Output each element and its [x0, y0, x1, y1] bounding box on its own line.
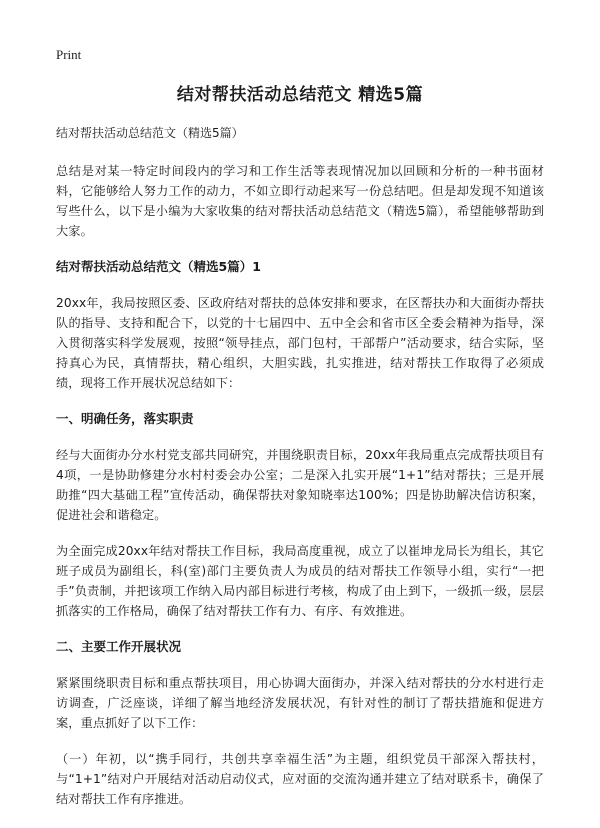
- intro-paragraph: 总结是对某一特定时间段内的学习和工作生活等表现情况加以回顾和分析的一种书面材料，它能够给人努力工作的动力，不如立即行动起来写一份总结吧。但是却发现不知道该写些什么，以下是小编为大家收集的结对帮扶活动总结范文（精选5篇），希望能够帮助到大家。: [56, 164, 544, 238]
- section-heading-1: 一、明确任务，落实职责: [56, 411, 194, 426]
- paragraph-1: 20xx年，我局按照区委、区政府结对帮扶的总体安排和要求，在区帮扶办和大面街办帮扶队的指导、支持和配合下，以党的十七届四中、五中全会和省市区全委会精神为指导，深入贯彻落实科学发展观，按照“领导挂点，部门包村，干部帮户”活动要求，结合实际，坚持真心为民，真情帮扶，精心组织，大胆实践，扎实推进，结对帮扶工作取得了必须成绩，现将工作开展状况总结如下：: [56, 296, 544, 390]
- document-title: 结对帮扶活动总结范文 精选5篇: [176, 85, 424, 105]
- paragraph-5: （一）年初，以“携手同行，共创共享幸福生活”为主题，组织党员干部深入帮扶村，与“1+1”结对户开展结对活动启动仪式，应对面的交流沟通并建立了结对联系卡，确保了结对帮扶工作有序推进。: [56, 752, 544, 806]
- print-link[interactable]: Print: [56, 47, 82, 62]
- paragraph-3: 为全面完成20xx年结对帮扶工作目标，我局高度重视，成立了以崔坤龙局长为组长，其它班子成员为副组长，科(室)部门主要负责人为成员的结对帮扶工作领导小组，实行“一把手”负责制，并把该项工作纳入局内部目标进行考核，构成了由上到下，一级抓一级，层层抓落实的工作格局，确保了结对帮扶工作有力、有序、有效推进。: [56, 544, 544, 618]
- document-body: [56, 76, 544, 825]
- piece-heading: 结对帮扶活动总结范文（精选5篇）1: [56, 259, 261, 274]
- document-subtitle: 结对帮扶活动总结范文（精选5篇）: [56, 126, 244, 140]
- section-heading-2: 二、主要工作开展状况: [56, 639, 182, 654]
- paragraph-4: 紧紧围绕职责目标和重点帮扶项目，用心协调大面街办，并深入结对帮扶的分水村进行走访调查，广泛座谈，详细了解当地经济发展状况，有针对性的制订了帮扶措施和促进方案，重点抓好了以下工作：: [56, 676, 544, 730]
- paragraph-2: 经与大面街办分水村党支部共同研究，并围绕职责目标，20xx年我局重点完成帮扶项目有4项，一是协助修建分水村村委会办公室；二是深入扎实开展“1+1”结对帮扶；三是开展助推“四大基础工程”宣传活动，确保帮扶对象知晓率达100%；四是协助解决信访积案，促进社会和谐稳定。: [56, 448, 544, 522]
